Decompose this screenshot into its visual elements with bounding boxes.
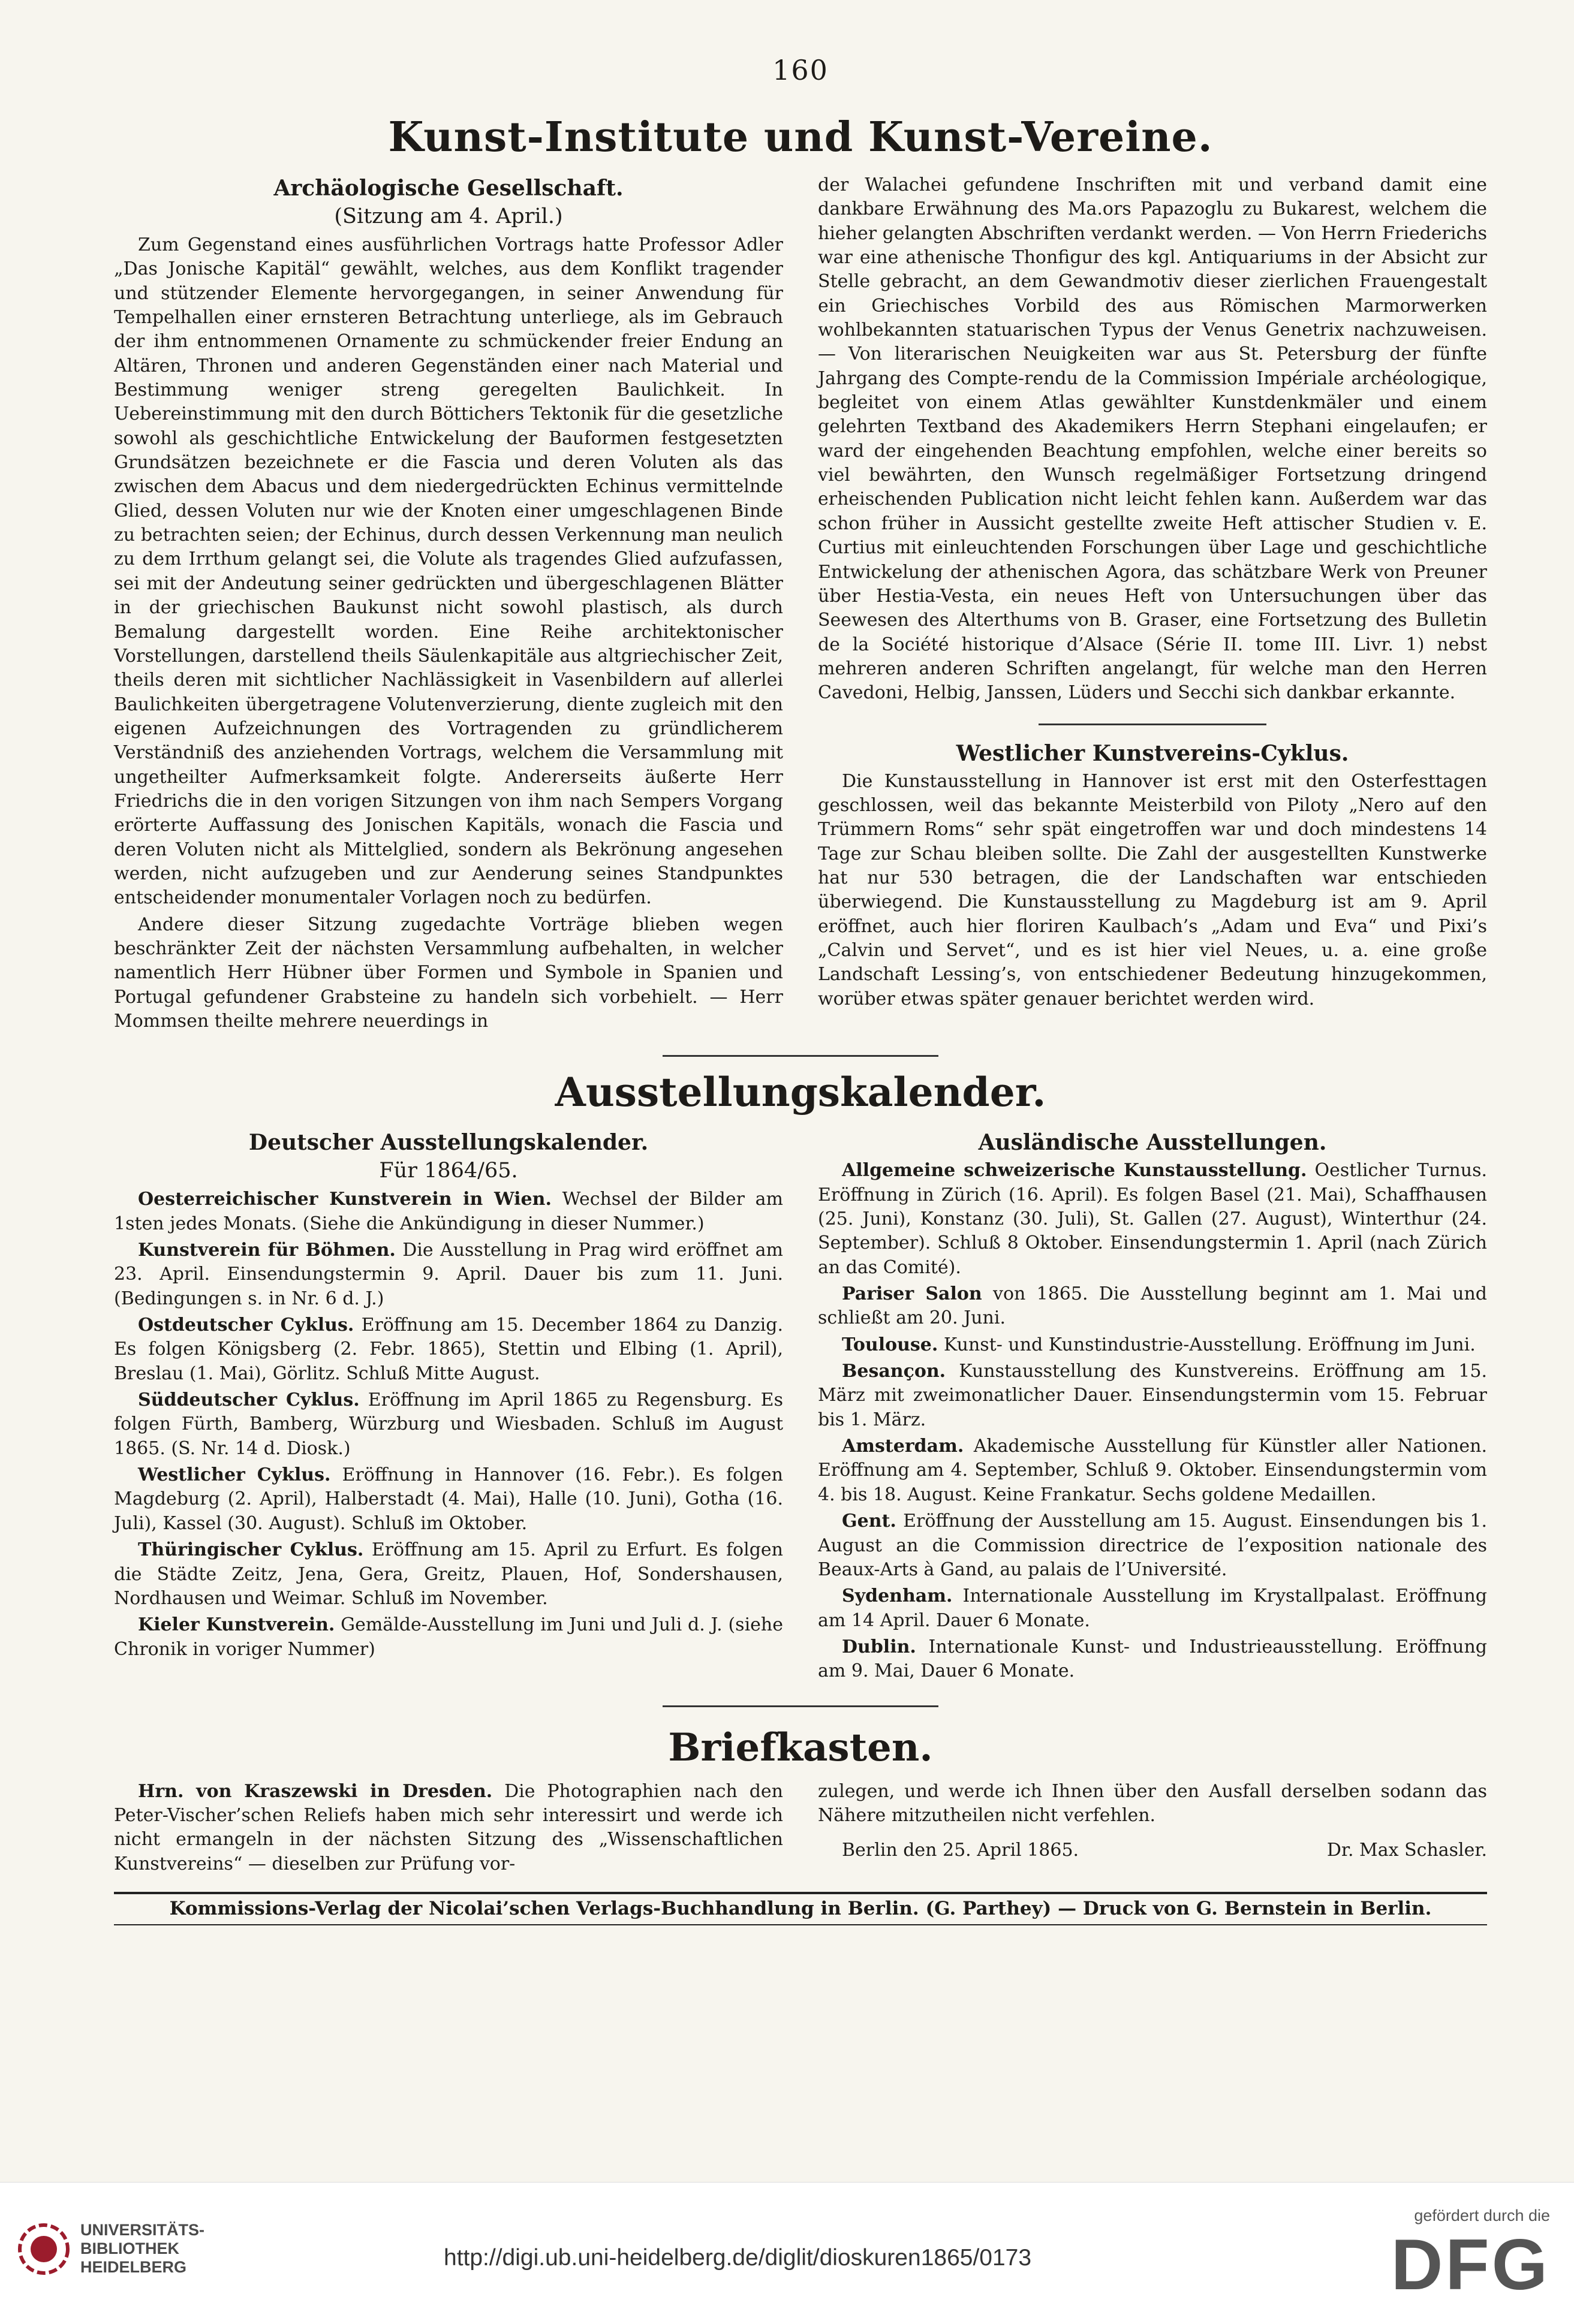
section-title-letterbox: Briefkasten. — [668, 1725, 933, 1770]
paragraph: Die Kunstausstellung in Hannover ist erst mit den Osterfesttagen geschlossen, weil das bekannte Meisterbild von Piloty „Nero auf den Trümmern Roms“ sehr spät eingetroffen war und doch mindestens 14 Tage zur Schau bleiben sollte. Die Zahl der ausgestellten Kunstwerke hat nur 530 betragen, die der Landschaften war entschieden überwiegend. Die Kunstausstellung zu Magdeburg ist am 9. April eröffnet, auch hier floriren Kaulbach’s „Adam und Eva“ und Pixi’s „Calvin und Servet“, und es ist hier viel Neues, u. a. eine große Landschaft Lessing’s, von entschiedener Bedeutung hinzugekommen, worüber etwas später genauer berichtet werden wird. — [818, 770, 1487, 1009]
heading-western-cycle: Westlicher Kunstvereins-Cyklus. — [956, 740, 1349, 766]
list-item — [818, 1159, 1487, 1280]
paragraph: Andere dieser Sitzung zugedachte Vorträge blieben wegen beschränkter Zeit der nächsten Versammlung aufbehalten, in welcher namentlich Herr Hübner über Formen und Symbole in Spanien und Portugal gefundener Grabsteine zu handeln sich vorbehielt. — Herr Mommsen theilte mehrere neuerdings in — [114, 914, 783, 1032]
permalink-url[interactable]: http://digi.ub.uni-heidelberg.de/diglit/dioskuren1865/0173 — [444, 2245, 1032, 2271]
page-number: 160 — [772, 54, 829, 86]
list-item — [818, 1282, 1487, 1331]
list-item — [114, 1187, 783, 1236]
entry-text: Die Ausstellung in Prag wird eröffnet am 23. April. Einsendungstermin 9. April. Dauer bis zum 11. Juni. (Bedingungen s. in Nr. 6 d. J.) — [114, 1240, 783, 1309]
dfg-logo-icon: DFG — [1391, 2224, 1550, 2305]
list-item — [114, 1238, 783, 1311]
entry-text: Oestlicher Turnus. Eröffnung in Zürich (16. April). Es folgen Basel (21. Mai), Schaffhausen (25. Juni), Konstanz (30. Juli), St. Gallen (27. August), Winterthur (24. September). Schluß 8 Oktober. Einsendungstermin 1. April (nach Zürich an das Comité). — [818, 1160, 1487, 1278]
section-institutes — [114, 173, 1487, 1036]
subheading-year: Für 1864/65. — [379, 1159, 518, 1183]
divider — [1039, 724, 1266, 725]
signature-line — [818, 1840, 1487, 1861]
viewer-bottom-bar — [0, 2182, 1574, 2324]
entry-label: Allgemeine schweizerische Kunstausstellung. — [842, 1160, 1307, 1181]
addressee: Hrn. von Kraszewski in Dresden. — [138, 1780, 493, 1802]
heading-foreign-exhibitions: Ausländische Ausstellungen. — [978, 1130, 1327, 1156]
entry-label: Toulouse. — [842, 1334, 938, 1355]
column-left — [114, 173, 783, 1036]
entry-label: Pariser Salon — [842, 1283, 982, 1305]
list-item — [114, 1313, 783, 1386]
list-item — [818, 1434, 1487, 1507]
library-line: HEIDELBERG — [80, 2258, 187, 2277]
column-right — [818, 173, 1487, 1036]
entry-label: Dublin. — [842, 1636, 916, 1657]
list-item — [114, 1613, 783, 1662]
list-item — [114, 1388, 783, 1461]
entry-text: Wechsel der Bilder am 1sten jedes Monats. (Siehe die Ankündigung in dieser Nummer.) — [114, 1189, 783, 1234]
entry-label: Ostdeutscher Cyklus. — [138, 1315, 354, 1336]
entry-text: Eröffnung am 15. December 1864 zu Danzig. Es folgen Königsberg (2. Febr. 1865), Stettin und Elbing (1. April), Breslau (1. Mai), Görlitz. Schluß Mitte August. — [114, 1315, 783, 1384]
imprint: Kommissions-Verlag der Nicolai’schen Verlags-Buchhandlung in Berlin. (G. Parthey) — Druck von G. Bernstein in Berlin. — [169, 1897, 1432, 1919]
list-item — [114, 1463, 783, 1536]
list-item — [818, 1509, 1487, 1582]
divider — [663, 1705, 938, 1707]
library-name — [80, 2221, 204, 2277]
subheading-session: (Sitzung am 4. April.) — [334, 204, 563, 228]
column-right — [818, 1128, 1487, 1686]
signature-name: Dr. Max Schasler. — [1326, 1840, 1487, 1861]
list-item — [818, 1635, 1487, 1684]
entry-text: von 1865. Die Ausstellung beginnt am 1. Mai und schließt am 20. Juni. — [818, 1283, 1487, 1329]
entry-text: Akademische Ausstellung für Künstler aller Nationen. Eröffnung am 4. September, Schluß 9. Oktober. Einsendungstermin vom 4. bis 18. August. Keine Frankatur. Sechs goldene Medaillen. — [818, 1436, 1487, 1505]
column-left — [114, 1128, 783, 1686]
entry-text: Internationale Ausstellung im Krystallpalast. Eröffnung am 14 April. Dauer 6 Monate. — [818, 1585, 1487, 1631]
column-right — [818, 1780, 1487, 1879]
entry-label: Westlicher Cyklus. — [138, 1464, 331, 1486]
letter-text: Die Photographien nach den Peter-Vischer’schen Reliefs haben mich sehr interessirt und werde ich nicht ermangeln in der nächsten Sitzung des „Wissenschaftlichen Kunstvereins“ — dieselben zur Prüfung vor- — [114, 1780, 783, 1874]
signature-place-date: Berlin den 25. April 1865. — [842, 1840, 1079, 1861]
entry-label: Amsterdam. — [842, 1436, 964, 1457]
paragraph: der Walachei gefundene Inschriften mit und verband damit eine dankbare Erwähnung des Ma.ors Papazoglu zu Bukarest, welchem die hieher gelangten Abschriften verdankt werden. — Von Herrn Friederichs war eine athenische Thonfigur des kgl. Antiquariums in der Absicht zur Stelle gebracht, an dem Gewandmotiv dieser zierlichen Frauengestalt ein Griechisches Vorbild des aus Römischen Marmorwerken wohlbekannten statuarischen Typus der Venus Genetrix nachzuweisen. — Von literarischen Neuigkeiten war aus St. Petersburg der fünfte Jahrgang des Compte-rendu de la Commission Impériale archéologique, begleitet von einem Atlas gewählter Kunstdenkmäler und einem gelehrten Textband des Akademikers Herrn Stephani eingelaufen; er ward der eingehenden Beachtung empfohlen, welche einer bereits so viel bewährten, den Wunsch regelmäßiger Fortsetzung dringend erheischenden Publication nicht leicht fehlen kann. Außerdem war das schon früher in Aussicht gestellte zweite Heft attischer Studien v. E. Curtius mit einleuchtenden Forschungen über Lage und geschichtliche Entwickelung der athenischen Agora, das schätzbare Werk von Preuner über Hestia-Vesta, ein neues Heft von Untersuchungen über das Seewesen des Alterthums von B. Graser, eine Fortsetzung des Bulletin de la Société historique d’Alsace (Série II. tome III. Livr. 1) nebst mehreren anderen Schriften angelangt, für welche man den Herren Cavedoni, Helbig, Janssen, Lüders und Secchi sich dankbar erkannte. — [818, 174, 1487, 704]
entry-text: Gemälde-Ausstellung im Juni und Juli d. J. (siehe Chronik in voriger Nummer) — [114, 1614, 784, 1660]
entry-label: Sydenham. — [842, 1585, 953, 1607]
list-item — [114, 1538, 783, 1611]
entry-label: Oesterreichischer Kunstverein in Wien. — [138, 1189, 552, 1210]
heading-german-calendar: Deutscher Ausstellungskalender. — [248, 1130, 649, 1156]
list-item — [818, 1333, 1487, 1357]
paragraph: zulegen, und werde ich Ihnen über den Ausfall derselben sodann das Nähere mitzutheilen nicht verfehlen. — [818, 1780, 1487, 1826]
library-line: UNIVERSITÄTS- — [80, 2221, 205, 2239]
entry-label: Besançon. — [842, 1361, 946, 1382]
entry-text: Kunstausstellung des Kunstvereins. Eröffnung am 15. März mit zweimonatlicher Dauer. Einsendungstermin vom 15. Februar bis 1. März. — [818, 1361, 1487, 1430]
section-exhibitions — [114, 1128, 1487, 1686]
divider — [114, 1892, 1487, 1894]
funder-caption: gefördert durch die — [1414, 2207, 1550, 2224]
entry-label: Kunstverein für Böhmen. — [138, 1240, 396, 1261]
entry-text: Eröffnung der Ausstellung am 15. August. Einsendungen bis 1. August an die Commission directrice de l’exposition nationale des Beaux-Arts à Gand, au palais de l’Université. — [818, 1511, 1487, 1580]
divider — [114, 1924, 1487, 1925]
library-line: BIBLIOTHEK — [80, 2239, 179, 2258]
page-content — [114, 54, 1487, 2092]
section-title-exhibitions: Ausstellungskalender. — [555, 1069, 1046, 1116]
list-item — [818, 1360, 1487, 1432]
entry-text: Eröffnung am 15. April zu Erfurt. Es folgen die Städte Zeitz, Jena, Gera, Greitz, Plauen, Hof, Sondershausen, Nordhausen und Weimar. Schluß im November. — [114, 1539, 783, 1609]
funder-logo[interactable] — [1391, 2207, 1550, 2305]
entry-text: Kunst- und Kunstindustrie-Ausstellung. Eröffnung im Juni. — [938, 1334, 1476, 1355]
heading-archaeological-society: Archäologische Gesellschaft. — [273, 176, 624, 201]
entry-label: Thüringischer Cyklus. — [138, 1539, 364, 1561]
library-logo[interactable] — [18, 2221, 204, 2277]
university-seal-icon — [18, 2223, 70, 2275]
section-letterbox — [114, 1780, 1487, 1879]
paragraph — [114, 1780, 783, 1876]
entry-text: Internationale Kunst- und Industrieausstellung. Eröffnung am 9. Mai, Dauer 6 Monate. — [818, 1636, 1487, 1682]
entry-label: Süddeutscher Cyklus. — [138, 1389, 360, 1411]
column-left — [114, 1780, 783, 1879]
entry-text: Eröffnung in Hannover (16. Febr.). Es folgen Magdeburg (2. April), Halberstadt (4. Mai), Halle (10. Juni), Gotha (16. Juli), Kassel (30. August). Schluß im Oktober. — [114, 1464, 783, 1534]
entry-label: Gent. — [842, 1511, 896, 1532]
entry-text: Eröffnung im April 1865 zu Regensburg. Es folgen Fürth, Bamberg, Würzburg und Wiesbaden. Schluß im August 1865. (S. Nr. 14 d. Diosk.) — [114, 1389, 783, 1459]
entry-label: Kieler Kunstverein. — [138, 1614, 335, 1636]
divider — [663, 1055, 938, 1057]
page-title: Kunst-Institute und Kunst-Vereine. — [388, 113, 1213, 161]
paragraph: Zum Gegenstand eines ausführlichen Vortrags hatte Professor Adler „Das Jonische Kapitäl“ gewählt, welches, aus dem Konflikt tragender und stützender Elemente hervorgegangen, in seiner Anwendung für Tempelhallen einer ernsteren Betrachtung unterliege, als im Gebrauch der ihm entnommenen Ornamente zu schmückender freier Endung an Altären, Thronen und anderen Gegenständen einer nach Material und Bestimmung weniger streng geregelten Baulichkeit. In Uebereinstimmung mit den durch Böttichers Tektonik für die gesetzliche sowohl als geschichtliche Entwickelung der Bauformen festgesetzten Grundsätzen bezeichnete er die Fascia und deren Voluten als das zwischen dem Abacus und dem niedergedrückten Echinus vermittelnde Glied, dessen Voluten nur wie der Knoten einer umgeschlagenen Binde zu betrachten seien; der Echinus, durch dessen Verkennung man neulich zu dem Irrthum gelangt sei, die Volute als tragendes Glied aufzufassen, sei mit der Andeutung seiner gedrückten und übergeschlagenen Blätter in der griechischen Baukunst nicht sowohl plastisch, als durch Bemalung dargestellt worden. Eine Reihe architektonischer Vorstellungen, darstellend theils Säulenkapitäle aus altgriechischer Zeit, theils deren mit sichtlicher Nachlässigkeit in Vasenbildern auf allerlei Baulichkeiten übergetragene Volutenverzierung, diente zugleich mit den eigenen Aufzeichnungen des Vortragenden zu gründlicherem Verständniß des anziehenden Vortrags, welchem die Versammlung mit ungetheilter Aufmerksamkeit folgte. Andererseits äußerte Herr Friedrichs die in den vorigen Sitzungen von ihm nach Sempers Vorgang erörterte Auffassung des Jonischen Kapitäls, wonach die Fascia und deren Voluten nicht als Mittelglied, sondern als Bekrönung angesehen werden, nicht aufzugeben und zur Aenderung seines Standpunktes entscheidender monumentaler Vorlagen noch zu bedürfen. — [114, 234, 783, 909]
list-item — [818, 1584, 1487, 1633]
